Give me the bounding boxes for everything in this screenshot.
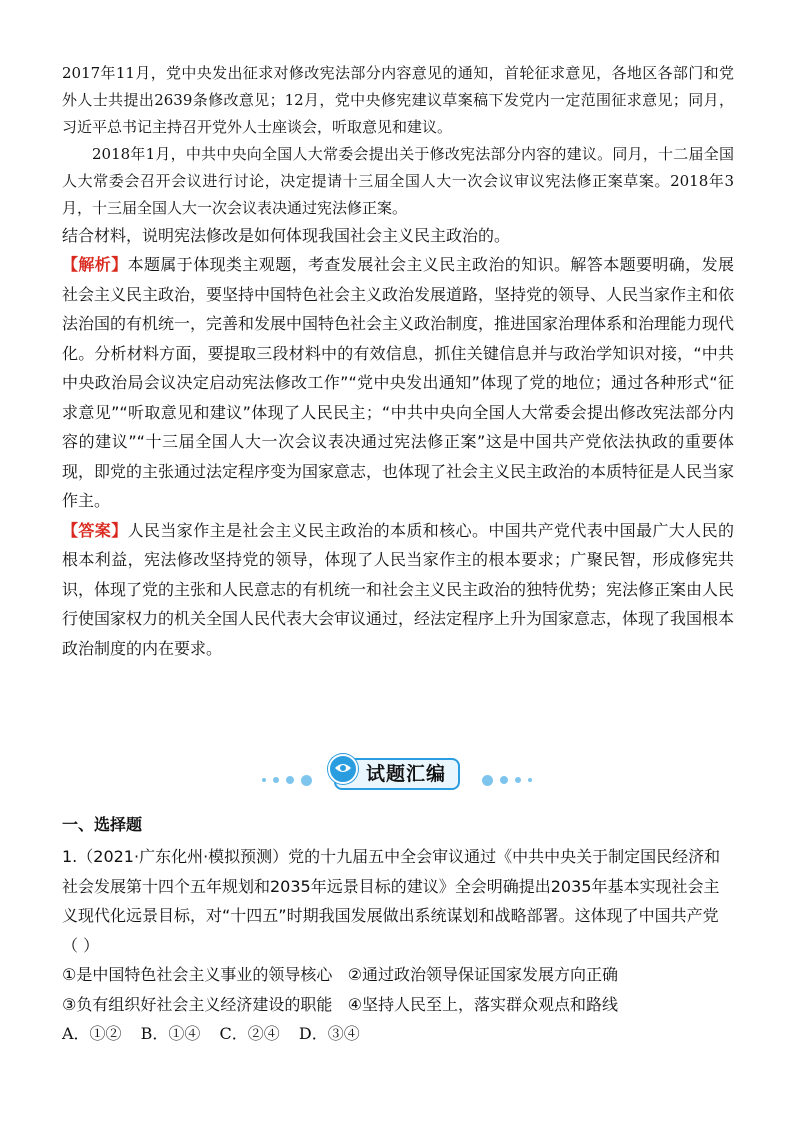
- statement-1: ①是中国特色社会主义事业的领导核心: [62, 965, 333, 984]
- question-1: [62, 842, 734, 1049]
- statement-2: ②通过政治领导保证国家发展方向正确: [347, 965, 618, 984]
- banner-dots-left: [262, 772, 312, 788]
- banner-label: 试题汇编: [365, 763, 446, 785]
- material-paragraph-1: 2017年11月，党中央发出征求对修改宪法部分内容意见的通知，首轮征求意见，各地区各部门和党外人士共提出2639条修改意见；12月，党中央修宪建议草案稿下发党内一定范围征求意见；同月，习近平总书记主持召开党外人士座谈会，听取意见和建议。: [62, 64, 734, 136]
- question-text: 结合材料，说明宪法修改是如何体现我国社会主义民主政治的。: [62, 226, 511, 245]
- answer-paragraph: [62, 516, 734, 664]
- material-paragraph-2: 2018年1月，中共中央向全国人大常委会提出关于修改宪法部分内容的建议。同月，十二届全国人大常委会召开会议进行讨论，决定提请十三届全国人大一次会议审议宪法修正案草案。2018年3月，十三届全国人大一次会议表决通过宪法修正案。: [62, 145, 734, 217]
- dot: [301, 775, 312, 786]
- analysis-text: 本题属于体现类主观题，考查发展社会主义民主政治的知识。解答本题要明确，发展社会主义民主政治，要坚持中国特色社会主义政治发展道路，坚持党的领导、人民当家作主和依法治国的有机统一，完善和发展中国特色社会主义政治制度，推进国家治理体系和治理能力现代化。分析材料方面，要提取三段材料中的有效信息，抓住关键信息并与政治学知识对接，“中共中央政治局会议决定启动宪法修改工作”“党中央发出通知”体现了党的地位；通过各种形式“征求意见”“听取意见和建议”体现了人民民主；“中共中央向全国人大常委会提出修改宪法部分内容的建议”“十三届全国人大一次会议表决通过宪法修正案”这是中国共产党依法执政的重要体现，即党的主张通过法定程序变为国家意志，也体现了社会主义民主政治的本质特征是人民当家作主。: [62, 255, 735, 510]
- eye-icon: [328, 754, 358, 784]
- dot: [528, 778, 532, 782]
- dot: [286, 776, 294, 784]
- option-a[interactable]: A．①②: [62, 1024, 122, 1043]
- section-title: 一、选择题: [62, 815, 143, 834]
- document-body: [62, 60, 734, 663]
- dot: [500, 776, 508, 784]
- analysis-tag: 【解析】: [62, 255, 128, 274]
- dot: [482, 775, 493, 786]
- analysis-paragraph: [62, 250, 734, 516]
- option-c[interactable]: C．②④: [219, 1024, 280, 1043]
- answer-text: 人民当家作主是社会主义民主政治的本质和核心。中国共产党代表中国最广大人民的根本利益，宪法修改坚持党的领导，体现了人民当家作主的根本要求；广聚民智，形成修宪共识，体现了党的主张和人民意志的有机统一和社会主义民主政治的独特优势；宪法修正案由人民行使国家权力的机关全国人民代表大会审议通过，经法定程序上升为国家意志，体现了我国根本政治制度的内在要求。: [62, 520, 735, 658]
- statement-3: ③负有组织好社会主义经济建设的职能: [62, 994, 333, 1014]
- dot: [273, 777, 279, 783]
- option-b[interactable]: B．①④: [140, 1024, 201, 1043]
- question-1-statements-b: [62, 990, 734, 1020]
- banner-dots-right: [482, 772, 532, 788]
- dot: [515, 777, 521, 783]
- question-1-statements-a: [62, 960, 734, 990]
- option-d[interactable]: D．③④: [298, 1024, 360, 1043]
- dot: [262, 778, 266, 782]
- statement-4: ④坚持人民至上，落实群众观点和路线: [347, 994, 618, 1014]
- question-1-options: [62, 1019, 734, 1049]
- answer-tag: 【答案】: [62, 520, 128, 540]
- question-1-stem: 1.（2021·广东化州·模拟预测）党的十九届五中全会审议通过《中共中央关于制定国民经济和社会发展第十四个五年规划和2035年远景目标的建议》全会明确提出2035年基本实现社会主义现代化远景目标，对“十四五”时期我国发展做出系统谋划和战略部署。这体现了中国共产党（ ）: [62, 847, 721, 955]
- section-banner: [262, 752, 532, 802]
